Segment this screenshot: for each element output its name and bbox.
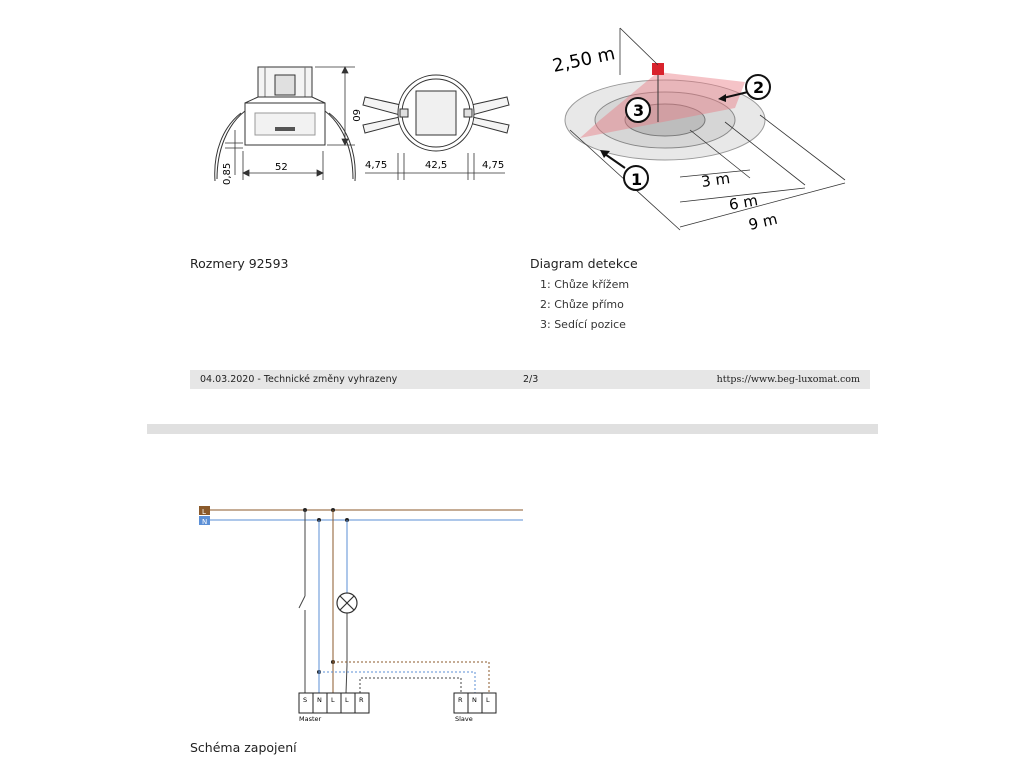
dimensions-caption: Rozmery 92593 xyxy=(190,256,289,271)
slave-label: Slave xyxy=(455,715,473,723)
page-separator xyxy=(147,424,878,434)
slave-terminal-R: R xyxy=(458,696,463,704)
detection-diagram xyxy=(540,20,860,235)
master-terminal-L1: L xyxy=(331,696,335,704)
line-label-L: L xyxy=(202,508,206,516)
side-height-label: 60 xyxy=(350,109,361,122)
master-terminal-L2: L xyxy=(345,696,349,704)
side-thickness-label: 0,85 xyxy=(222,162,233,185)
marker-3 xyxy=(626,98,650,122)
top-body-label: 42,5 xyxy=(425,160,448,171)
master-label: Master xyxy=(299,715,322,723)
master-terminal-N: N xyxy=(317,696,322,704)
top-view xyxy=(363,75,509,151)
line-label-N: N xyxy=(202,518,208,526)
dimensions-drawing xyxy=(195,55,535,195)
top-right-margin-label: 4,75 xyxy=(482,160,505,171)
master-terminal-block xyxy=(299,693,369,713)
footer-url[interactable]: https://www.beg-luxomat.com xyxy=(716,374,860,385)
footer-date-note: 04.03.2020 - Technické změny vyhrazeny xyxy=(200,374,398,385)
side-width-label: 52 xyxy=(275,162,288,173)
wiring-diagram xyxy=(195,500,535,730)
legend-item-straight-walk: 2: Chůze přímo xyxy=(540,298,624,311)
marker-3-label: 3 xyxy=(633,101,645,120)
wiring-caption: Schéma zapojení xyxy=(190,740,297,755)
range-label-3m: 3 m xyxy=(700,169,732,191)
marker-1-label: 1 xyxy=(631,170,643,189)
slave-terminal-block xyxy=(454,693,496,713)
footer-page-number: 2/3 xyxy=(523,374,539,385)
top-left-margin-label: 4,75 xyxy=(365,160,388,171)
slave-terminal-L: L xyxy=(486,696,490,704)
mount-height-label: 2,50 m xyxy=(550,43,617,77)
range-label-6m: 6 m xyxy=(727,191,760,214)
slave-terminal-N: N xyxy=(472,696,477,704)
legend-item-cross-walk: 1: Chůze křížem xyxy=(540,278,630,291)
marker-2-label: 2 xyxy=(753,78,765,97)
master-terminal-S: S xyxy=(303,696,308,704)
detection-caption: Diagram detekce xyxy=(530,256,638,271)
range-label-9m: 9 m xyxy=(746,209,780,234)
switch-symbol xyxy=(299,596,305,608)
page-footer xyxy=(190,370,870,389)
lamp-icon xyxy=(337,593,357,613)
master-terminal-R: R xyxy=(359,696,364,704)
legend-item-seated: 3: Sedící pozice xyxy=(540,318,626,331)
